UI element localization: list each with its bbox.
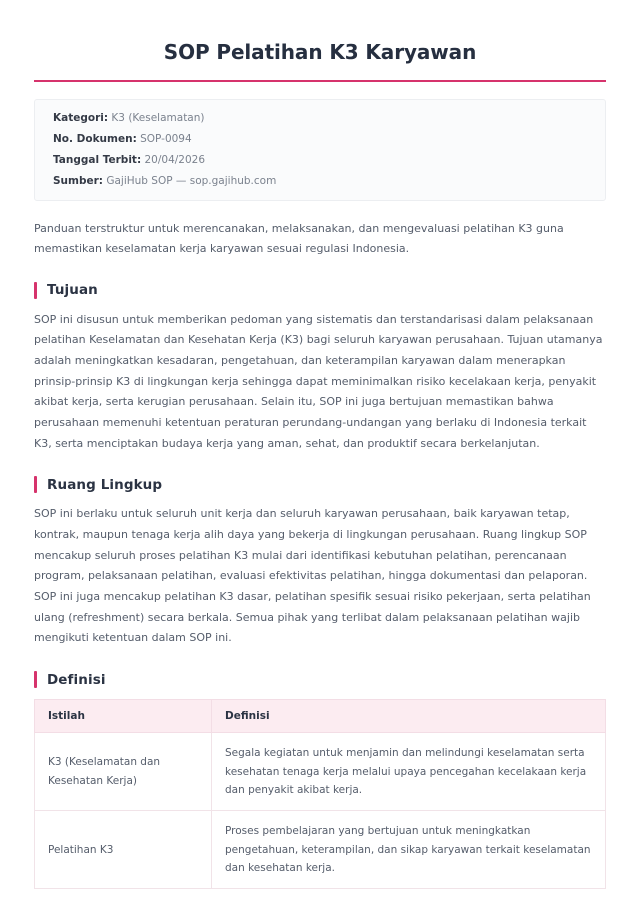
section-heading-definisi [34, 671, 606, 688]
section-title-tujuan: Tujuan [47, 282, 98, 299]
section-body-ruang-lingkup: SOP ini berlaku untuk seluruh unit kerja dan seluruh karyawan perusahaan, baik karyawan tetap, kontrak, maupun tenaga kerja alih daya yang bekerja di lingkungan perusahaan. Ruang lingkup SOP mencakup seluruh proses pelatihan K3 mulai dari identifikasi kebutuhan pelatihan, perencanaan program, pelaksanaan pelatihan, evaluasi efektivitas pelatihan, hingga dokumentasi dan pelaporan. SOP ini juga mencakup pelatihan K3 dasar, pelatihan spesifik sesuai risiko pekerjaan, serta pelatihan ulang (refreshment) secara berkala. Semua pihak yang terlibat dalam pelaksanaan pelatihan wajib mengikuti ketentuan dalam SOP ini. [34, 507, 591, 645]
metadata-value-no-dokumen: SOP-0094 [140, 133, 192, 146]
metadata-row-kategori [53, 113, 587, 124]
accent-bar-icon [34, 282, 37, 299]
table-row [35, 811, 606, 889]
metadata-label-kategori: Kategori: [53, 112, 109, 124]
metadata-value-sumber: GajiHub SOP — sop.gajihub.com [106, 175, 277, 188]
page-title: SOP Pelatihan K3 Karyawan [163, 40, 477, 64]
section-title-ruang-lingkup: Ruang Lingkup [47, 476, 163, 493]
column-header-istilah: Istilah [35, 700, 212, 733]
section-definisi [34, 671, 606, 889]
table-header-row [35, 700, 606, 733]
definisi-table-body [35, 733, 606, 889]
definisi-table [34, 699, 606, 889]
section-title-definisi: Definisi [47, 671, 106, 688]
column-header-definisi: Definisi [212, 700, 606, 733]
cell-istilah: Pelatihan K3 [35, 811, 212, 889]
definisi-table-head [35, 700, 606, 733]
accent-bar-icon [34, 476, 37, 493]
section-tujuan [34, 282, 606, 455]
metadata-row-sumber [53, 176, 587, 187]
title-divider [34, 80, 606, 82]
cell-definisi: Segala kegiatan untuk menjamin dan melindungi keselamatan serta kesehatan tenaga kerja melalui upaya pencegahan kecelakaan kerja dan penyakit akibat kerja. [212, 733, 606, 811]
metadata-label-tanggal-terbit: Tanggal Terbit: [53, 154, 142, 167]
section-heading-tujuan [34, 282, 606, 299]
section-heading-ruang-lingkup [34, 476, 606, 493]
metadata-label-sumber: Sumber: [53, 175, 103, 188]
document-metadata-box [34, 99, 606, 201]
metadata-label-no-dokumen: No. Dokumen: [53, 133, 137, 146]
metadata-value-tanggal-terbit: 20/04/2026 [144, 154, 206, 167]
section-body-tujuan: SOP ini disusun untuk memberikan pedoman yang sistematis dan terstandarisasi dalam pelaksanaan pelatihan Keselamatan dan Kesehatan Kerja (K3) bagi seluruh karyawan perusahaan. Tujuan utamanya adalah meningkatkan kesadaran, pengetahuan, dan keterampilan karyawan dalam menerapkan prinsip-prinsip K3 di lingkungan kerja sehingga dapat meminimalkan risiko kecelakaan kerja, penyakit akibat kerja, serta kerugian perusahaan. Selain itu, SOP ini juga bertujuan memastikan bahwa perusahaan memenuhi ketentuan peraturan perundang-undangan yang berlaku di Indonesia terkait K3, serta menciptakan budaya kerja yang aman, sehat, dan produktif secara berkelanjutan. [34, 312, 603, 450]
metadata-row-tanggal-terbit [53, 155, 587, 166]
section-ruang-lingkup [34, 476, 606, 649]
cell-istilah: K3 (Keselamatan dan Kesehatan Kerja) [35, 733, 212, 811]
document-intro-paragraph: Panduan terstruktur untuk merencanakan, melaksanakan, dan mengevaluasi pelatihan K3 guna memastikan keselamatan kerja karyawan sesuai regulasi Indonesia. [34, 222, 564, 256]
accent-bar-icon [34, 671, 37, 688]
metadata-row-no-dokumen [53, 134, 587, 145]
metadata-value-kategori: K3 (Keselamatan) [111, 112, 205, 124]
table-row [35, 733, 606, 811]
cell-definisi: Proses pembelajaran yang bertujuan untuk meningkatkan pengetahuan, keterampilan, dan sikap karyawan terkait keselamatan dan kesehatan kerja. [212, 811, 606, 889]
